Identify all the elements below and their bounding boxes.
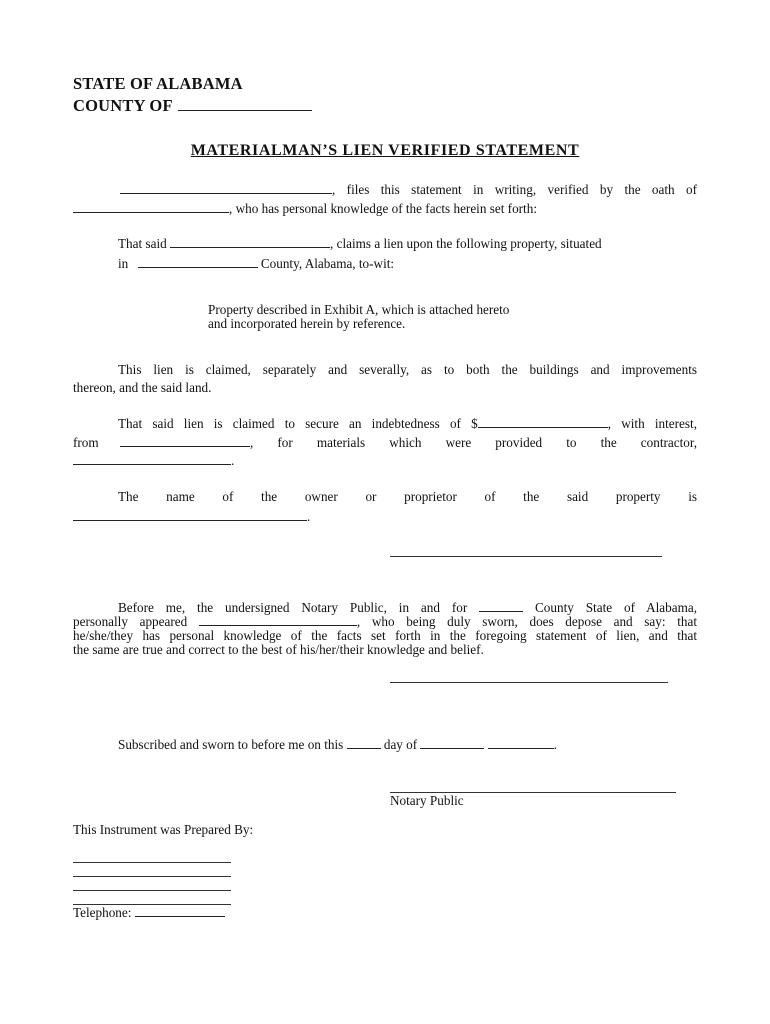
materials-line (120, 435, 697, 451)
notary-text: Before me, the undersigned Notary Public, in and for (118, 600, 468, 615)
affiant-signature-line[interactable] (390, 682, 668, 683)
preparer-line-1[interactable] (73, 862, 231, 863)
document-title: MATERIALMAN’S LIEN VERIFIED STATEMENT (190, 142, 580, 159)
county-situated-line (118, 256, 394, 272)
owner-word: of (484, 489, 496, 504)
oath-line (73, 201, 697, 217)
in-text: in (118, 256, 129, 271)
lien-claimed-line1: This lien is claimed, separately and severally, as to both the buildings and improvements (118, 362, 697, 377)
sworn-text: Subscribed and sworn to before me on this (118, 737, 344, 752)
owner-name-blank[interactable] (73, 509, 307, 521)
owner-word: owner (304, 489, 338, 504)
period: . (553, 737, 558, 752)
property-description-2: and incorporated herein by reference. (208, 316, 406, 331)
owner-word: is (688, 489, 697, 504)
indebtedness-line (118, 416, 697, 432)
contractor-line (73, 453, 234, 469)
period: . (307, 509, 311, 524)
amount-blank[interactable] (478, 416, 608, 428)
indebtedness-text: That said lien is claimed to secure an indebtedness of $ (118, 416, 478, 431)
owner-word: the (523, 489, 540, 504)
owner-word: proprietor (404, 489, 457, 504)
claims-text: , claims a lien upon the following property, situated (330, 236, 602, 251)
materials-text: , for materials which were provided to the contractor, (250, 435, 697, 450)
owner-word: name (166, 489, 195, 504)
telephone-label: Telephone: (73, 905, 132, 920)
owner-word: said (566, 489, 589, 504)
owner-word: the (261, 489, 278, 504)
county-label: COUNTY OF (73, 96, 173, 115)
notary-line3: he/she/they has personal knowledge of the facts set forth in the foregoing statement of lien, and that (73, 628, 697, 643)
situated-county-blank[interactable] (138, 256, 258, 268)
claimant-signature-line[interactable] (390, 556, 662, 557)
sworn-day-blank[interactable] (347, 737, 381, 749)
sworn-year-blank[interactable] (488, 737, 554, 749)
owner-word: of (222, 489, 234, 504)
interest-from-label: from (73, 435, 99, 450)
county-blank[interactable] (178, 97, 312, 111)
owner-word: The (118, 489, 139, 504)
owner-word: or (365, 489, 377, 504)
sworn-text: day of (383, 737, 418, 752)
notary-text: personally appeared (73, 614, 188, 629)
notary-line4: the same are true and correct to the best of his/her/their knowledge and belief. (73, 642, 484, 657)
preparer-line-3[interactable] (73, 890, 231, 891)
lien-claim-line (118, 236, 602, 252)
oath-name-blank[interactable] (73, 201, 229, 213)
owner-word: property (615, 489, 661, 504)
oath-text: , who has personal knowledge of the facts herein set forth: (229, 201, 537, 216)
owner-line (118, 489, 697, 505)
notary-county-blank[interactable] (479, 600, 523, 612)
lien-claimant-blank[interactable] (170, 236, 330, 248)
owner-name-line (73, 509, 310, 525)
appeared-name-blank[interactable] (199, 614, 357, 626)
notary-public-label: Notary Public (390, 793, 464, 808)
claimant-name-blank[interactable] (120, 182, 332, 194)
county-alabama-text: County, Alabama, to-wit: (260, 256, 395, 271)
notary-text: , who being duly sworn, does depose and say: that (356, 614, 697, 629)
county-heading (73, 96, 312, 115)
lien-claimed-line2: thereon, and the said land. (73, 380, 212, 395)
claimant-text: , files this statement in writing, verified by the oath of (332, 182, 697, 197)
telephone-line (73, 905, 225, 921)
period: . (231, 453, 235, 468)
telephone-blank[interactable] (135, 905, 225, 917)
interest-date-blank[interactable] (120, 435, 250, 447)
prepared-by-label: This Instrument was Prepared By: (73, 822, 254, 837)
contractor-blank[interactable] (73, 453, 231, 465)
sworn-month-blank[interactable] (420, 737, 484, 749)
with-interest-text: , with interest, (607, 416, 697, 431)
claimant-line (73, 182, 697, 198)
notary-text: County State of Alabama, (535, 600, 698, 615)
sworn-line (118, 737, 557, 753)
that-said-text: That said (118, 236, 167, 251)
state-heading: STATE OF ALABAMA (73, 74, 243, 93)
property-description-1: Property described in Exhibit A, which is attached hereto (208, 302, 510, 317)
preparer-line-2[interactable] (73, 876, 231, 877)
